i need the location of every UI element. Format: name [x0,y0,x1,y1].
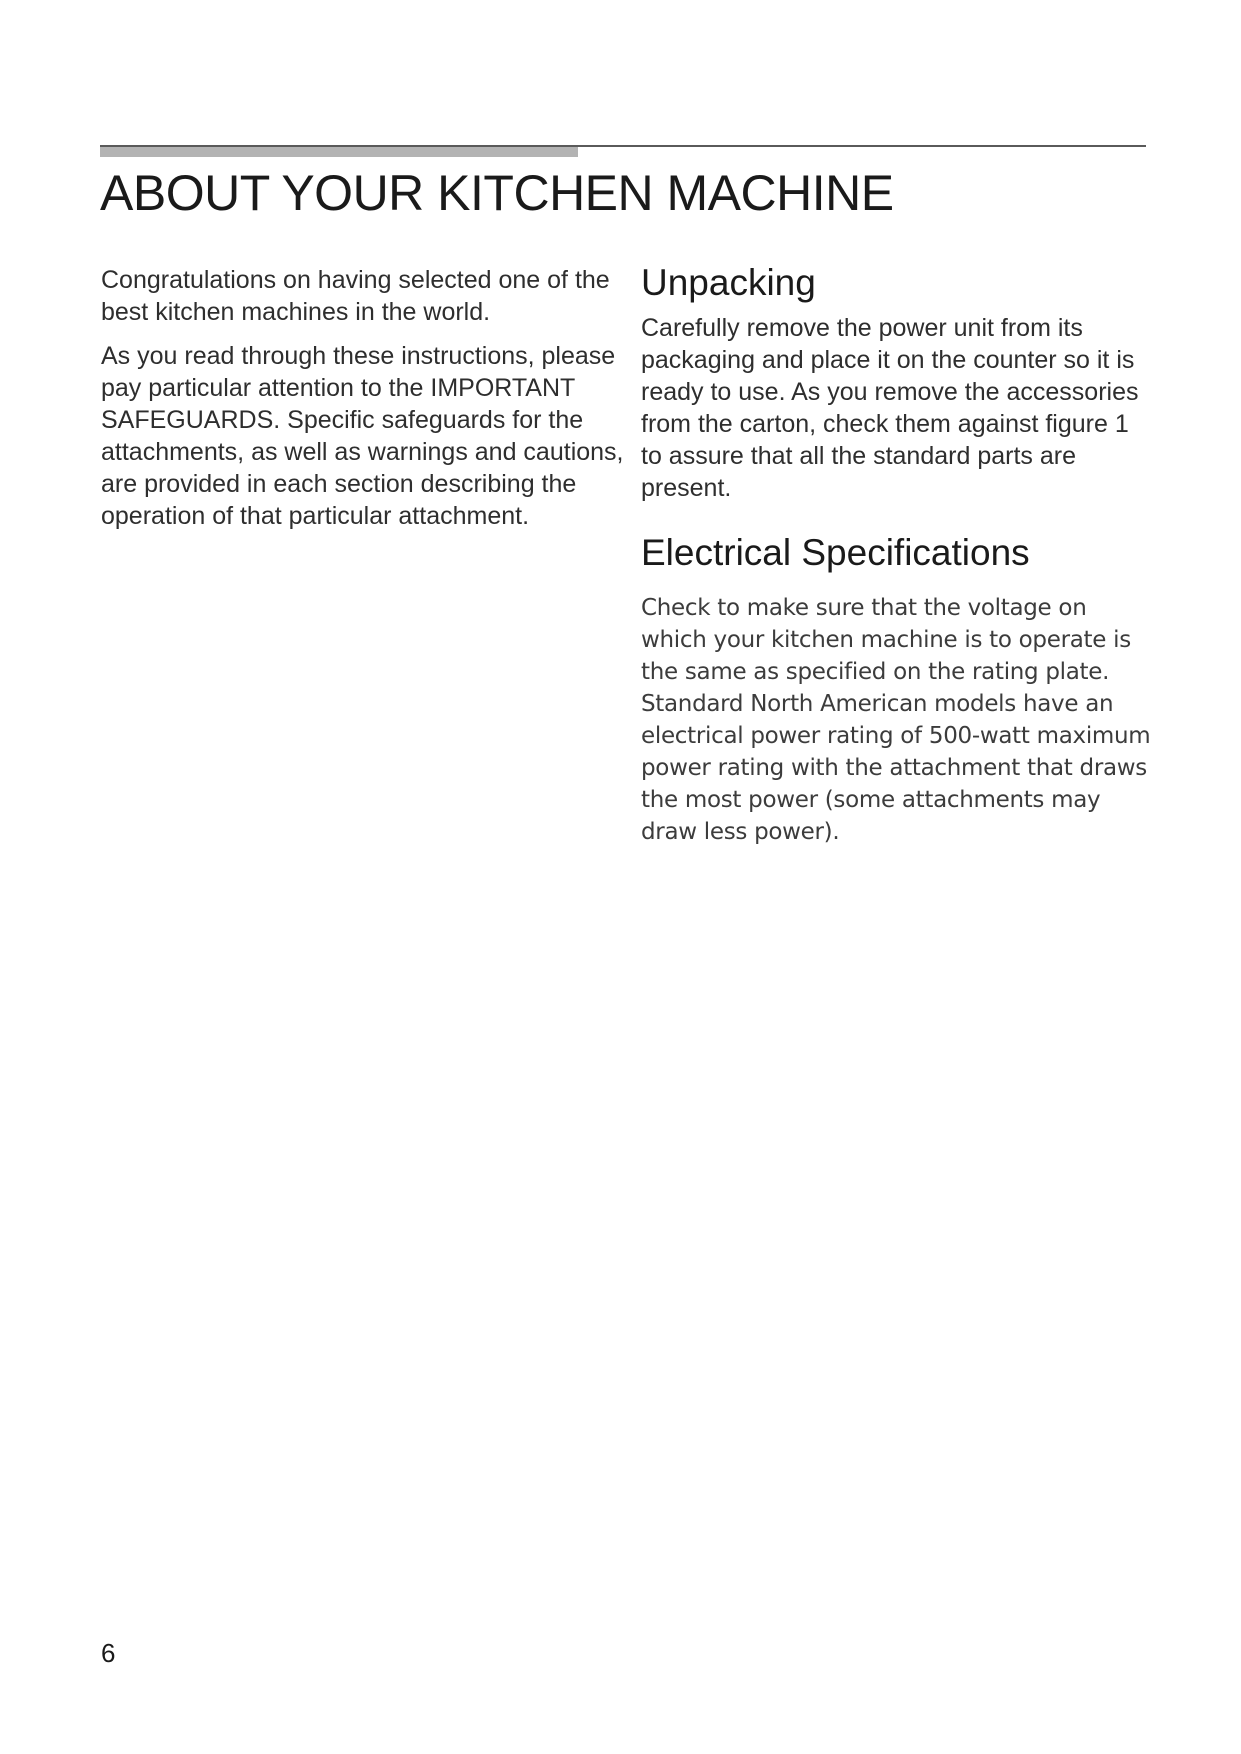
right-column [641,258,1151,848]
left-column [101,264,631,532]
header-accent-bar [100,147,578,157]
intro-paragraph-1: Congratulations on having selected one of the best kitchen machines in the world. [101,266,610,326]
page-number: 6 [101,1638,116,1668]
electrical-specifications-heading: Electrical Specifications [641,532,1030,573]
intro-paragraph-2: As you read through these instructions, please pay particular attention to the IMPORTANT SAFEGUARDS. Specific safeguards for the attachments, as well as warnings and cautions, are provided in each section describing the operation of that particular attachment. [101,342,624,530]
unpacking-paragraph: Carefully remove the power unit from its packaging and place it on the counter so it is ready to use. As you remove the accessories from the carton, check them against figure 1 to assure that all the standard parts are present. [641,314,1139,502]
unpacking-heading: Unpacking [641,262,816,303]
page-title: ABOUT YOUR KITCHEN MACHINE [100,165,894,221]
electrical-specifications-paragraph: Check to make sure that the voltage on which your kitchen machine is to operate is the same as specified on the rating plate. Standard North American models have an electrical power rating of 500-watt maximum power rating with the attachment that draws the most power (some attachments may draw less power). [641,595,1151,845]
